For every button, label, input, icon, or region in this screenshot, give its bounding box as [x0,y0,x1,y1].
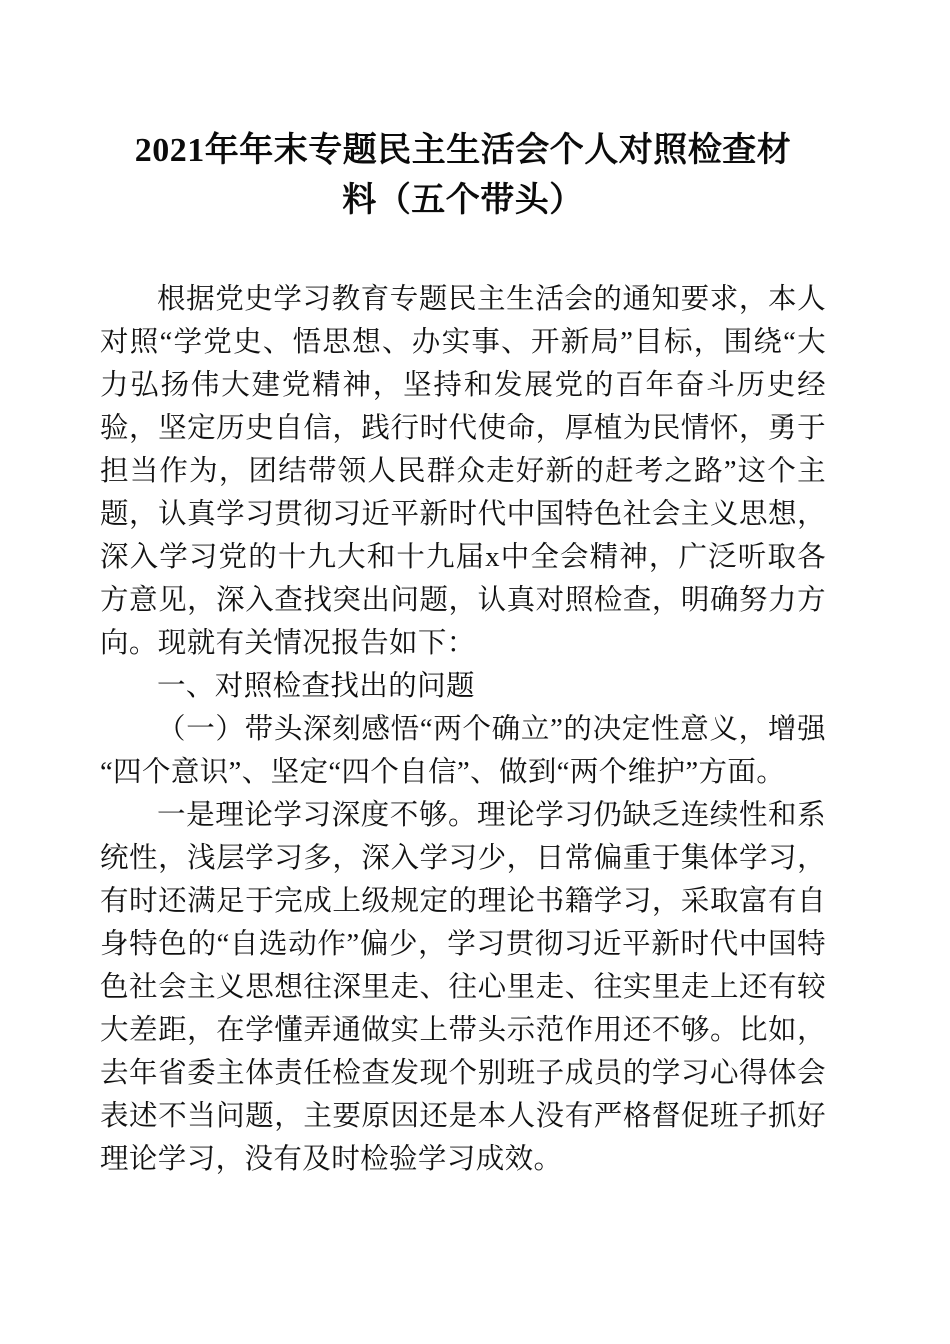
page-title [100,0,826,226]
page-title-line-2: 料（五个带头） [342,182,584,219]
page-title-line-1: 2021年年末专题民主生活会个人对照检查材 [134,132,792,169]
subsection-one-heading: （一）带头深刻感悟“两个确立”的决定性意义，增强“四个意识”、坚定“四个自信”、做到“两个维护”方面。 [100,714,826,788]
intro-paragraph: 根据党史学习教育专题民主生活会的通知要求，本人对照“学党史、悟思想、办实事、开新局”目标，围绕“大力弘扬伟大建党精神，坚持和发展党的百年奋斗历史经验，坚定历史自信，践行时代使命，厚植为民情怀，勇于担当作为，团结带领人民群众走好新的赶考之路”这个主题，认真学习贯彻习近平新时代中国特色社会主义思想，深入学习党的十九大和十九届x中全会精神，广泛听取各方意见，深入查找突出问题，认真对照检查，明确努力方向。现就有关情况报告如下： [100,284,826,659]
document-body [100,0,826,1181]
section-heading-one: 一、对照检查找出的问题 [157,670,475,702]
issue-one-paragraph: 一是理论学习深度不够。理论学习仍缺乏连续性和系统性，浅层学习多，深入学习少，日常偏重于集体学习，有时还满足于完成上级规定的理论书籍学习，采取富有自身特色的“自选动作”偏少，学习贯彻习近平新时代中国特色社会主义思想往深里走、往心里走、往实里走上还有较大差距，在学懂弄通做实上带头示范作用还不够。比如，去年省委主体责任检查发现个别班子成员的学习心得体会表述不当问题，主要原因还是本人没有严格督促班子抓好理论学习，没有及时检验学习成效。 [100,800,826,1175]
